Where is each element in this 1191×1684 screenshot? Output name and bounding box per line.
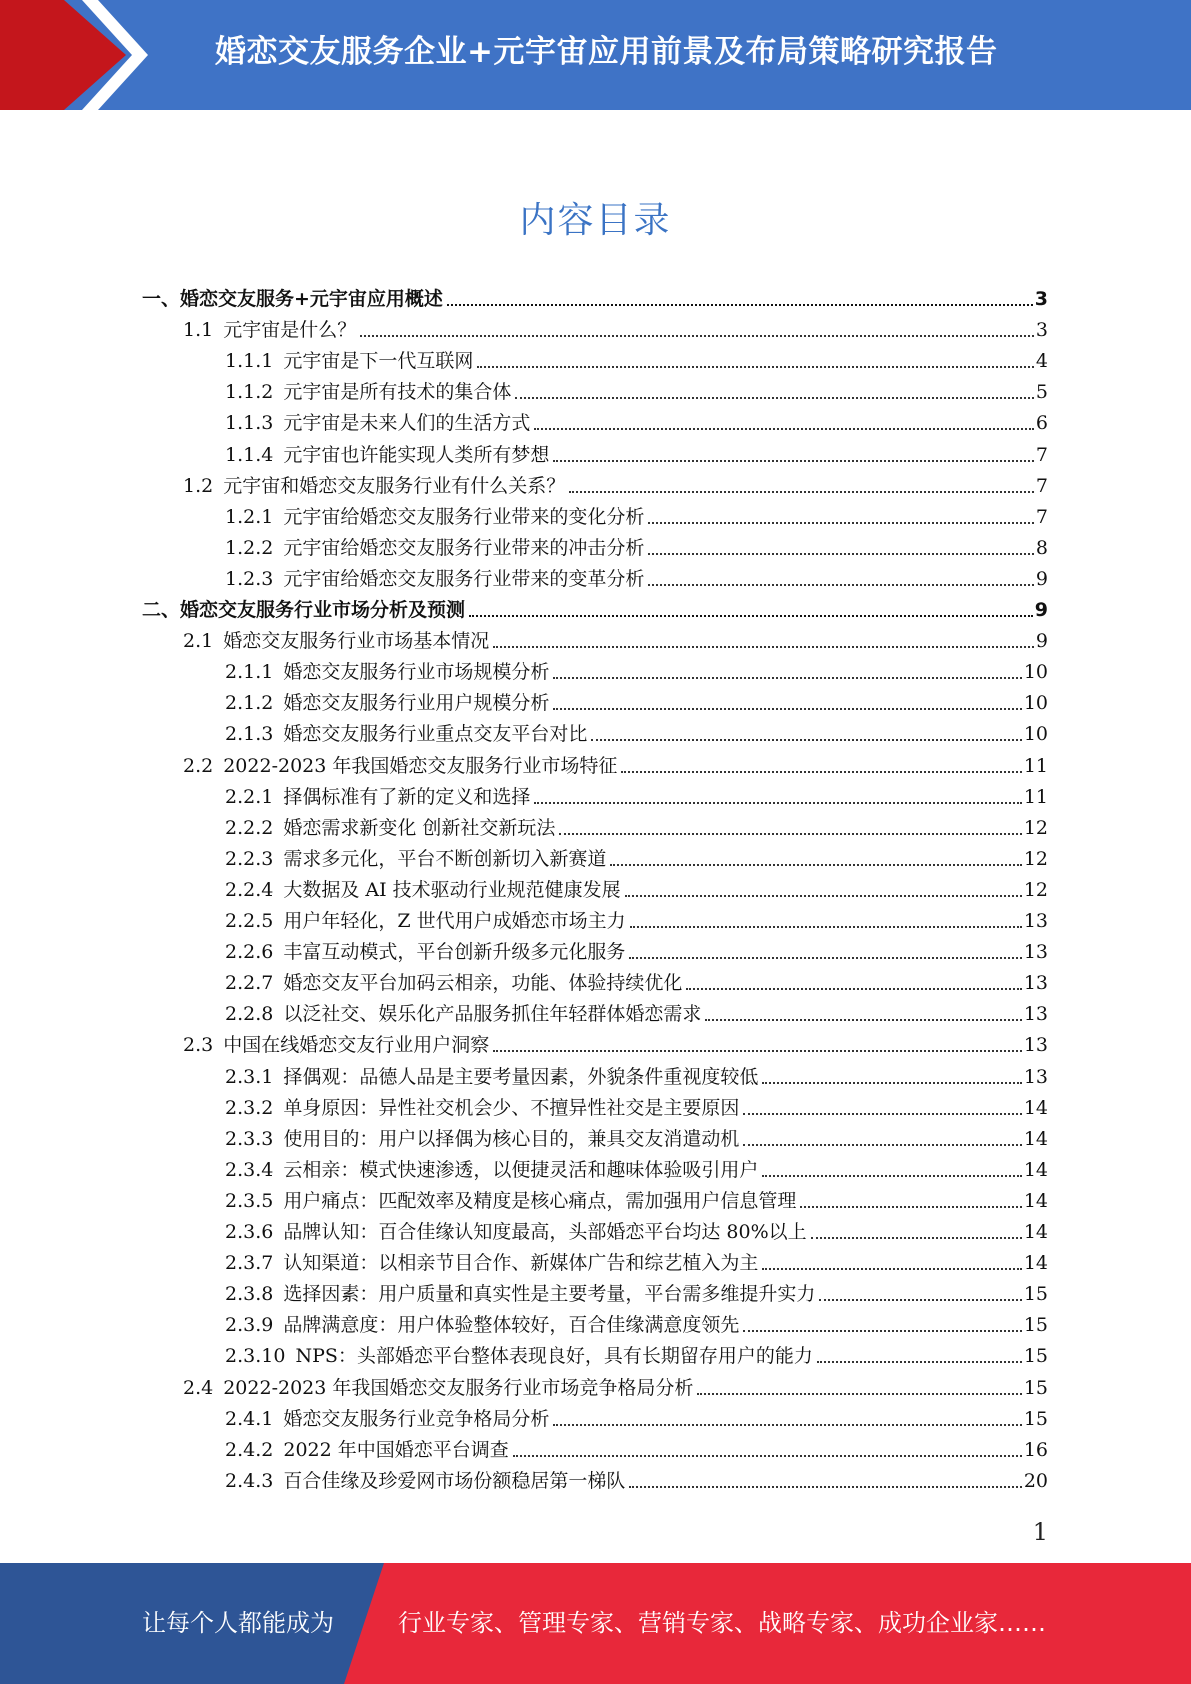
toc-dot-leader [762, 1175, 1021, 1177]
toc-entry-page: 9 [1035, 567, 1048, 590]
toc-entry-number: 1.1 [183, 319, 214, 342]
toc-entry[interactable] [225, 1248, 1048, 1278]
toc-entry[interactable] [225, 346, 1048, 376]
toc-entry-number: 1.1.2 [225, 381, 274, 404]
toc-entry-label: 元宇宙给婚恋交友服务行业带来的变革分析 [283, 567, 645, 590]
toc-dot-leader [811, 1237, 1022, 1239]
toc-dot-leader [553, 677, 1021, 679]
toc-dot-leader [360, 335, 1034, 337]
toc-dot-leader [477, 366, 1034, 368]
toc-dot-leader [762, 1082, 1021, 1084]
toc-entry-label: 品牌认知：百合佳缘认知度最高，头部婚恋平台均达 80%以上 [283, 1221, 807, 1243]
toc-entry-label: 婚恋需求新变化 创新社交新玩法 [283, 816, 556, 839]
toc-entry-number: 2.3 [183, 1034, 214, 1057]
toc-entry-number: 2.2.3 [225, 847, 274, 870]
toc-entry-number: 2.3.3 [225, 1127, 274, 1150]
toc-entry-number: 1.1.1 [225, 350, 274, 373]
toc-entry[interactable] [183, 1030, 1048, 1060]
toc-entry-page: 10 [1023, 661, 1048, 684]
toc-entry[interactable] [225, 1466, 1048, 1496]
toc-entry-label: 择偶观：品德人品是主要考量因素，外貌条件重视度较低 [283, 1065, 759, 1088]
toc-entry-page: 20 [1023, 1469, 1048, 1492]
toc-entry[interactable] [225, 657, 1048, 687]
toc-entry-number: 1.1.4 [225, 443, 274, 466]
toc-entry-page: 13 [1023, 1065, 1048, 1088]
toc-entry-number: 2.3.1 [225, 1065, 274, 1088]
toc-entry-label: 用户痛点：匹配效率及精度是核心痛点，需加强用户信息管理 [283, 1189, 797, 1212]
toc-entry[interactable] [225, 564, 1048, 594]
toc-dot-leader [610, 864, 1021, 866]
toc-entry-page: 4 [1035, 350, 1048, 373]
toc-entry[interactable] [225, 1404, 1048, 1434]
toc-entry-label: 元宇宙给婚恋交友服务行业带来的变化分析 [283, 505, 645, 528]
toc-entry-label: 婚恋交友服务行业市场基本情况 [223, 630, 490, 653]
toc-entry-label: 婚恋交友服务行业竞争格局分析 [283, 1407, 550, 1430]
toc-dot-leader [625, 895, 1022, 897]
toc-entry-page: 3 [1034, 288, 1048, 310]
toc-entry[interactable] [225, 1217, 1048, 1247]
toc-entry[interactable] [142, 284, 1048, 314]
toc-entry-page: 5 [1035, 381, 1048, 404]
toc-dot-leader [534, 428, 1034, 430]
toc-entry[interactable] [183, 1373, 1048, 1403]
toc-entry-number: 2.2.8 [225, 1003, 274, 1026]
toc-dot-leader [513, 1455, 1022, 1457]
toc-dot-leader [621, 771, 1021, 773]
toc-dot-leader [697, 1393, 1021, 1395]
toc-entry-label: 百合佳缘及珍爱网市场份额稳居第一梯队 [283, 1469, 626, 1492]
report-title: 婚恋交友服务企业+元宇宙应用前景及布局策略研究报告 [215, 34, 998, 70]
toc-entry-page: 14 [1023, 1252, 1048, 1275]
toc-entry-page: 13 [1023, 910, 1048, 932]
toc-dot-leader [591, 739, 1021, 741]
toc-entry-page: 15 [1023, 1345, 1048, 1368]
toc-dot-leader [515, 397, 1034, 399]
toc-entry-page: 15 [1023, 1283, 1048, 1306]
toc-dot-leader [762, 1268, 1021, 1270]
toc-dot-leader [686, 988, 1021, 990]
toc-entry[interactable] [225, 937, 1048, 967]
toc-entry-page: 12 [1023, 816, 1048, 839]
toc-entry-number: 2.3.5 [225, 1189, 274, 1212]
toc-entry-page: 7 [1035, 443, 1048, 466]
toc-title: 内容目录 [519, 200, 672, 241]
toc-entry-page: 11 [1023, 785, 1048, 808]
toc-entry-label: 大数据及 AI 技术驱动行业规范健康发展 [283, 878, 621, 901]
toc-dot-leader [553, 1424, 1021, 1426]
toc-dot-leader [743, 1113, 1021, 1115]
toc-entry-page: 10 [1023, 692, 1048, 715]
toc-dot-leader [630, 926, 1022, 928]
toc-entry-label: 婚恋交友平台加码云相亲，功能、体验持续优化 [283, 972, 683, 995]
toc-entry-label: 中国在线婚恋交友行业用户洞察 [223, 1034, 490, 1057]
toc-entry-label: 婚恋交友服务行业市场分析及预测 [180, 599, 466, 621]
toc-dot-leader [553, 460, 1034, 462]
toc-entry[interactable] [225, 1279, 1048, 1309]
toc-entry-number: 一、 [142, 288, 181, 310]
toc-entry-label: 以泛社交、娱乐化产品服务抓住年轻群体婚恋需求 [283, 1003, 702, 1026]
toc-entry-page: 9 [1035, 630, 1048, 653]
toc-entry-label: 元宇宙给婚恋交友服务行业带来的冲击分析 [283, 536, 645, 559]
toc-entry-label: 婚恋交友服务行业市场规模分析 [283, 661, 550, 684]
toc-entry-number: 二、 [142, 599, 181, 621]
toc-dot-leader [817, 1361, 1022, 1363]
toc-dot-leader [743, 1330, 1021, 1332]
toc-entry-page: 14 [1023, 1221, 1048, 1243]
header-arrow-decoration [0, 0, 170, 110]
toc-entry-page: 15 [1023, 1407, 1048, 1430]
page-footer [0, 1563, 1191, 1684]
toc-entry-page: 7 [1035, 474, 1048, 497]
toc-entry[interactable] [225, 1435, 1048, 1465]
toc-entry-label: 婚恋交友服务+元宇宙应用概述 [180, 288, 443, 310]
toc-entry-page: 8 [1035, 536, 1048, 559]
toc-entry[interactable] [225, 1124, 1048, 1154]
toc-entry[interactable] [225, 844, 1048, 874]
toc-entry-label: 婚恋交友服务行业用户规模分析 [283, 692, 550, 715]
toc-entry[interactable] [225, 440, 1048, 470]
toc-dot-leader [648, 522, 1034, 524]
toc-entry-label: 使用目的：用户以择偶为核心目的，兼具交友消遣动机 [283, 1127, 740, 1150]
toc-entry-number: 2.2 [183, 754, 214, 777]
toc-dot-leader [705, 1019, 1021, 1021]
toc-entry[interactable] [225, 1341, 1048, 1371]
toc-dot-leader [534, 802, 1021, 804]
toc-dot-leader [493, 1050, 1022, 1052]
toc-entry[interactable] [225, 408, 1048, 438]
toc-entry-label: 元宇宙是什么？ [223, 319, 357, 342]
toc-entry-label: 元宇宙和婚恋交友服务行业有什么关系？ [223, 474, 566, 497]
toc-entry-number: 2.3.2 [225, 1096, 274, 1119]
toc-entry-label: 单身原因：异性社交机会少、不擅异性社交是主要原因 [283, 1096, 740, 1119]
toc-entry[interactable] [225, 813, 1048, 843]
toc-entry-number: 2.1.2 [225, 692, 274, 715]
toc-dot-leader [559, 833, 1021, 835]
toc-entry[interactable] [225, 1093, 1048, 1123]
toc-entry-number: 1.2 [183, 474, 214, 497]
toc-entry-number: 2.2.1 [225, 785, 274, 808]
toc-entry-label: 2022 年中国婚恋平台调查 [283, 1438, 509, 1461]
toc-entry-number: 2.3.9 [225, 1314, 274, 1337]
toc-entry-number: 2.1 [183, 630, 214, 653]
toc-entry-number: 2.4.1 [225, 1407, 274, 1430]
toc-entry-label: 选择因素：用户质量和真实性是主要考量，平台需多维提升实力 [283, 1283, 816, 1306]
toc-entry-number: 2.2.5 [225, 910, 274, 932]
toc-entry-number: 2.1.3 [225, 723, 274, 746]
toc-entry-number: 2.1.1 [225, 661, 274, 684]
toc-entry-label: 用户年轻化，Z 世代用户成婚恋市场主力 [283, 910, 626, 932]
toc-entry-page: 13 [1023, 972, 1048, 995]
toc-entry[interactable] [225, 1062, 1048, 1092]
toc-entry-label: 择偶标准有了新的定义和选择 [283, 785, 531, 808]
toc-entry[interactable] [225, 968, 1048, 998]
toc-entry[interactable] [225, 377, 1048, 407]
toc-entry-number: 1.2.3 [225, 567, 274, 590]
toc-entry-page: 9 [1034, 599, 1048, 621]
toc-dot-leader [469, 615, 1033, 617]
toc-entry-label: 元宇宙是下一代互联网 [283, 350, 474, 373]
report-header [0, 0, 1191, 110]
toc-entry-page: 12 [1023, 847, 1048, 870]
toc-entry-page: 13 [1023, 1034, 1048, 1057]
page-number: 1 [1032, 1518, 1048, 1546]
toc-entry[interactable] [225, 533, 1048, 563]
toc-entry[interactable] [183, 626, 1048, 656]
toc-dot-leader [493, 646, 1034, 648]
footer-slogan-right: 行业专家、管理专家、营销专家、战略专家、成功企业家…… [398, 1609, 1046, 1637]
toc-entry-page: 12 [1023, 878, 1048, 901]
toc-dot-leader [648, 584, 1034, 586]
toc-entry-page: 14 [1023, 1127, 1048, 1150]
toc-entry-number: 1.2.1 [225, 505, 274, 528]
toc-dot-leader [648, 553, 1034, 555]
toc-entry-page: 13 [1023, 941, 1048, 964]
toc-entry-number: 2.4.2 [225, 1438, 274, 1461]
toc-entry[interactable] [225, 1186, 1048, 1216]
toc-entry[interactable] [183, 751, 1048, 781]
toc-entry[interactable] [225, 1155, 1048, 1185]
toc-entry-number: 2.2.7 [225, 972, 274, 995]
toc-dot-leader [447, 304, 1033, 306]
toc-entry-label: 元宇宙是未来人们的生活方式 [283, 412, 531, 435]
toc-entry-number: 2.3.6 [225, 1221, 274, 1243]
toc-entry-label: 元宇宙也许能实现人类所有梦想 [283, 443, 550, 466]
toc-entry-number: 2.2.2 [225, 816, 274, 839]
toc-entry-page: 11 [1023, 754, 1048, 777]
toc-entry-number: 2.4 [183, 1376, 214, 1399]
toc-entry-page: 14 [1023, 1096, 1048, 1119]
toc-entry-page: 3 [1035, 319, 1048, 342]
toc-entry-page: 10 [1023, 723, 1048, 746]
toc-entry[interactable] [225, 688, 1048, 718]
toc-entry-number: 2.4.3 [225, 1469, 274, 1492]
toc-entry-label: 品牌满意度：用户体验整体较好，百合佳缘满意度领先 [283, 1314, 740, 1337]
footer-slogan-left: 让每个人都能成为 [142, 1609, 334, 1637]
toc-entry-page: 14 [1023, 1189, 1048, 1212]
toc-entry[interactable] [225, 782, 1048, 812]
toc-dot-leader [629, 957, 1021, 959]
toc-entry-page: 15 [1023, 1376, 1048, 1399]
toc-entry-page: 7 [1035, 505, 1048, 528]
toc-entry[interactable] [225, 719, 1048, 749]
toc-entry-label: 云相亲：模式快速渗透，以便捷灵活和趣味体验吸引用户 [283, 1158, 759, 1181]
toc-entry-number: 2.3.7 [225, 1252, 274, 1275]
toc-entry[interactable] [225, 999, 1048, 1029]
toc-entry[interactable] [225, 502, 1048, 532]
toc-entry-label: 婚恋交友服务行业重点交友平台对比 [283, 723, 588, 746]
toc-entry[interactable] [225, 1310, 1048, 1340]
toc-entry-label: NPS：头部婚恋平台整体表现良好，具有长期留存用户的能力 [295, 1345, 813, 1368]
toc-entry-page: 16 [1023, 1438, 1048, 1461]
toc-entry-label: 认知渠道：以相亲节目合作、新媒体广告和综艺植入为主 [283, 1252, 759, 1275]
toc-dot-leader [553, 708, 1021, 710]
toc-dot-leader [629, 1486, 1021, 1488]
toc-entry-label: 丰富互动模式，平台创新升级多元化服务 [283, 941, 626, 964]
toc-entry-number: 1.1.3 [225, 412, 274, 435]
toc-dot-leader [569, 491, 1034, 493]
toc-entry-page: 6 [1035, 412, 1048, 435]
toc-entry[interactable] [225, 906, 1048, 936]
toc-entry[interactable] [183, 471, 1048, 501]
toc-entry[interactable] [225, 875, 1048, 905]
toc-dot-leader [819, 1299, 1021, 1301]
toc-entry[interactable] [142, 595, 1048, 625]
toc-entry-label: 元宇宙是所有技术的集合体 [283, 381, 512, 404]
toc-dot-leader [743, 1144, 1021, 1146]
toc-entry-label: 2022-2023 年我国婚恋交友服务行业市场竞争格局分析 [223, 1376, 694, 1399]
toc-entry-number: 1.2.2 [225, 536, 274, 559]
toc-entry-number: 2.2.4 [225, 878, 274, 901]
toc-entry-page: 15 [1023, 1314, 1048, 1337]
toc-entry-label: 2022-2023 年我国婚恋交友服务行业市场特征 [223, 754, 618, 777]
toc-entry-number: 2.3.10 [225, 1345, 286, 1368]
toc-dot-leader [800, 1206, 1021, 1208]
toc-entry-page: 13 [1023, 1003, 1048, 1026]
toc-entry[interactable] [183, 315, 1048, 345]
toc-entry-page: 14 [1023, 1158, 1048, 1181]
toc-entry-number: 2.3.8 [225, 1283, 274, 1306]
toc-entry-label: 需求多元化，平台不断创新切入新赛道 [283, 847, 607, 870]
toc-entry-number: 2.3.4 [225, 1158, 274, 1181]
toc-entry-number: 2.2.6 [225, 941, 274, 964]
